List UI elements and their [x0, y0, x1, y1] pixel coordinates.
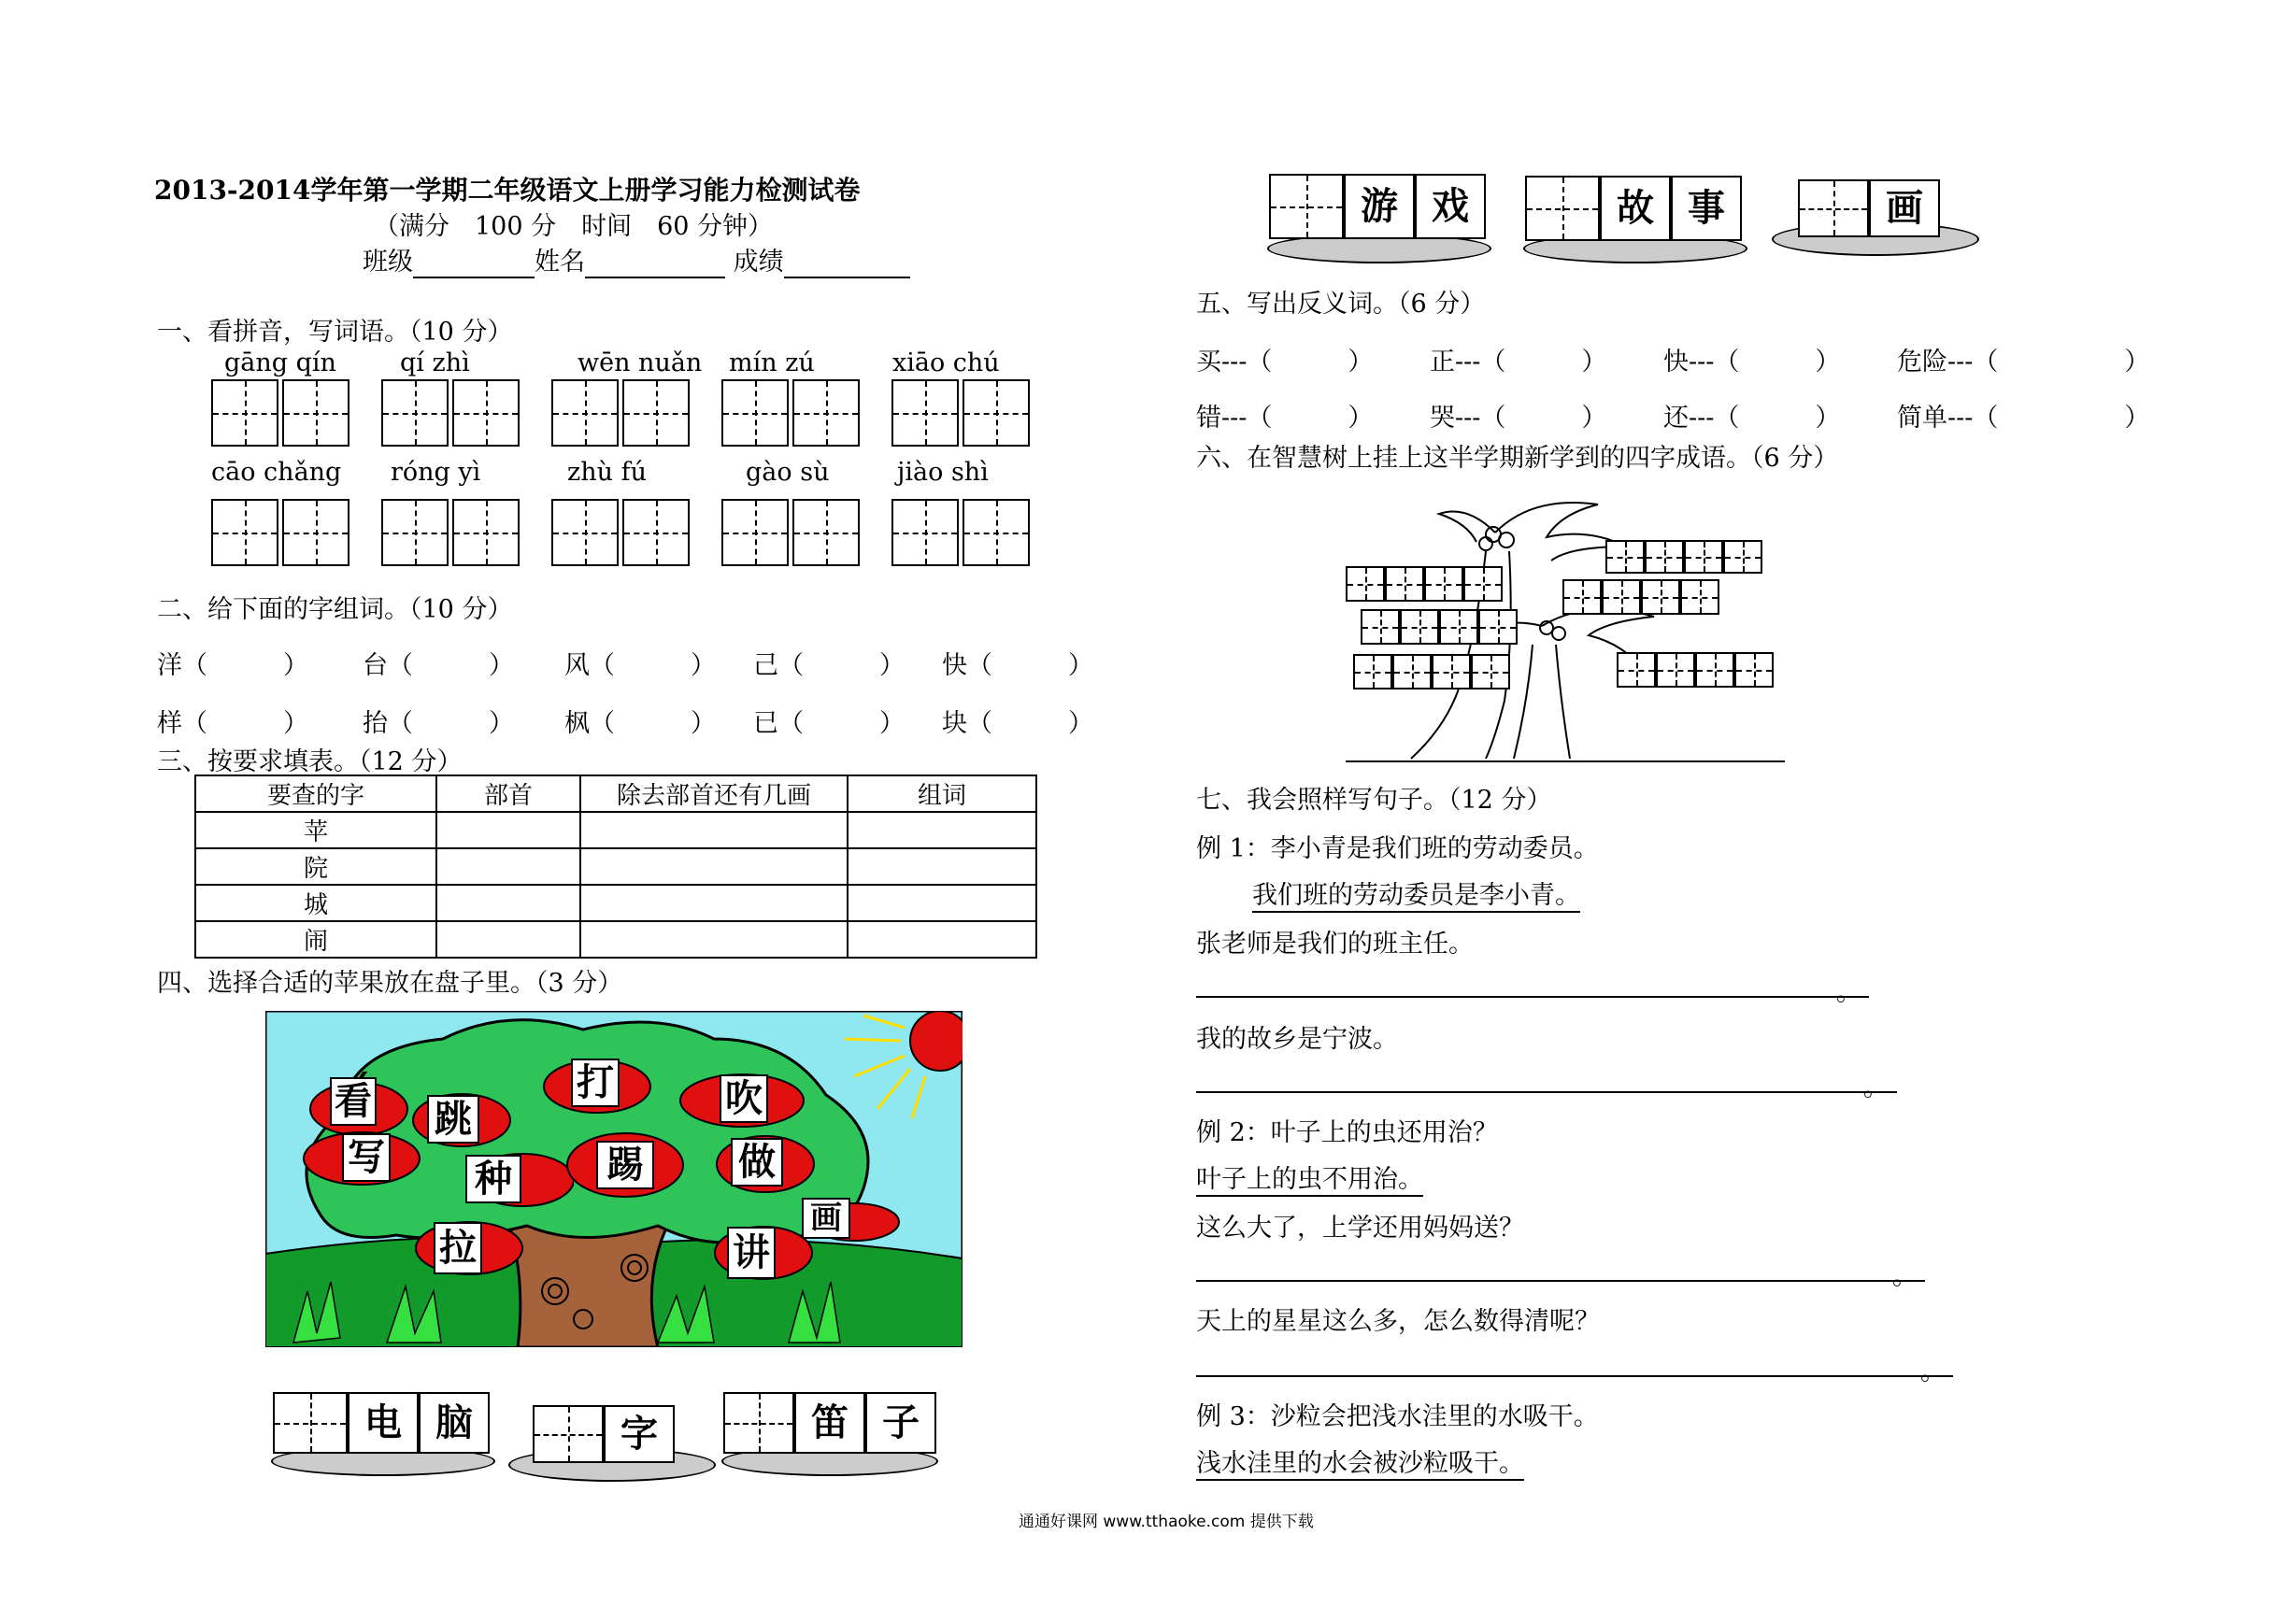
antonym-blank[interactable]: 还---（ ） [1663, 404, 1841, 433]
apple-char: 种 [465, 1155, 521, 1203]
table-row [195, 885, 1036, 921]
score-field[interactable] [784, 248, 910, 278]
tian-cell[interactable] [891, 379, 959, 447]
tian-cell[interactable] [551, 499, 619, 566]
sentence-2: 我的故乡是宁波。 [1196, 1025, 1398, 1054]
answer-line[interactable] [1196, 1091, 1897, 1093]
name-label: 姓名 [535, 248, 585, 277]
word-blank[interactable]: 快（ ） [942, 651, 1093, 680]
example-3-answer: 浅水洼里的水会被沙粒吸干。 [1196, 1443, 1524, 1481]
pinyin: xiāo chú [892, 348, 1000, 377]
idiom-cell[interactable] [1562, 579, 1602, 615]
plate-char: 子 [865, 1392, 936, 1454]
table-cell[interactable] [580, 812, 848, 848]
table-cell[interactable] [436, 848, 580, 885]
score-label: 成绩 [733, 248, 784, 277]
tian-cell[interactable] [381, 499, 449, 566]
student-info [363, 241, 910, 278]
pinyin: qí zhì [400, 348, 470, 377]
q3-title: 三、按要求填表。（12 分） [157, 747, 463, 776]
plate-blank-cell[interactable] [1269, 174, 1344, 239]
word-blank[interactable]: 样（ ） [157, 709, 308, 738]
idiom-cell[interactable] [1353, 654, 1392, 689]
idiom-cell[interactable] [1602, 579, 1641, 615]
table-cell[interactable] [848, 848, 1036, 885]
apples-layer [265, 1011, 963, 1347]
answer-line[interactable] [1196, 1280, 1925, 1282]
apple[interactable] [677, 1069, 807, 1134]
example-1: 例 1：李小青是我们班的劳动委员。 [1196, 834, 1599, 863]
apple[interactable] [564, 1128, 686, 1202]
plate-blank-cell[interactable] [533, 1405, 604, 1463]
answer-line[interactable] [1196, 1375, 1953, 1377]
table-row [195, 921, 1036, 958]
q5-row2 [1196, 397, 2149, 433]
example-1-answer: 我们班的劳动委员是李小青。 [1252, 874, 1580, 913]
answer-line[interactable] [1196, 996, 1869, 998]
sentence-1: 张老师是我们的班主任。 [1196, 930, 1474, 959]
tian-cell[interactable] [963, 499, 1030, 566]
name-field[interactable] [585, 248, 725, 278]
tian-cell[interactable] [622, 379, 690, 447]
plate-char: 戏 [1415, 174, 1486, 239]
word-blank[interactable]: 洋（ ） [157, 651, 308, 680]
antonym-blank[interactable]: 快---（ ） [1663, 348, 1841, 377]
tian-cell[interactable] [792, 499, 860, 566]
antonym-blank[interactable]: 正---（ ） [1430, 348, 1607, 377]
idiom-cell[interactable] [1734, 652, 1774, 688]
period: 。 [1836, 978, 1861, 1007]
word-blank[interactable]: 枫（ ） [564, 709, 716, 738]
table-cell[interactable] [436, 921, 580, 958]
idiom-cell[interactable] [1346, 566, 1385, 602]
idiom-cell[interactable] [1463, 566, 1503, 602]
pinyin: cāo chǎng [211, 458, 342, 487]
idiom-cell[interactable] [1478, 609, 1518, 645]
pinyin: róng yì [391, 458, 481, 487]
tian-cell[interactable] [452, 379, 520, 447]
tian-cell[interactable] [282, 499, 349, 566]
idiom-cell[interactable] [1385, 566, 1424, 602]
plate-blank-cell[interactable] [1525, 176, 1600, 241]
apple[interactable] [410, 1087, 513, 1157]
period: 。 [1863, 1073, 1889, 1102]
period: 。 [1920, 1357, 1946, 1386]
word-blank[interactable]: 块（ ） [942, 709, 1093, 738]
q2-title: 二、给下面的字组词。（10 分） [157, 595, 513, 624]
class-field[interactable] [413, 248, 535, 278]
idiom-cell[interactable] [1471, 654, 1510, 689]
apple-char: 做 [731, 1138, 783, 1187]
apple[interactable] [301, 1128, 422, 1193]
plate-blank-cell[interactable] [723, 1392, 794, 1454]
apple-char: 跳 [427, 1095, 479, 1144]
pinyin: wēn nuǎn [578, 348, 703, 377]
table-row [195, 812, 1036, 848]
idiom-cell[interactable] [1641, 579, 1680, 615]
example-2: 例 2：叶子上的虫还用治？ [1196, 1118, 1498, 1147]
idiom-cell[interactable] [1695, 652, 1734, 688]
idiom-cell[interactable] [1656, 652, 1695, 688]
table-cell[interactable] [848, 921, 1036, 958]
idiom-cell[interactable] [1684, 540, 1723, 574]
plate-char: 故 [1600, 176, 1671, 241]
table-cell: 闹 [195, 921, 436, 958]
table-header: 除去部首还有几画 [580, 775, 848, 812]
q4-title: 四、选择合适的苹果放在盘子里。（3 分） [157, 969, 623, 998]
apple[interactable] [712, 1221, 815, 1286]
word-blank[interactable]: 台（ ） [363, 651, 514, 680]
apple-char: 画 [802, 1198, 850, 1239]
q2-row1 [157, 645, 1093, 681]
antonym-blank[interactable]: 错---（ ） [1196, 404, 1374, 433]
table-row [195, 848, 1036, 885]
idiom-cell[interactable] [1617, 652, 1656, 688]
idiom-cell[interactable] [1723, 540, 1762, 574]
plate-char: 电 [348, 1392, 419, 1454]
example-2-answer: 叶子上的虫不用治。 [1196, 1158, 1423, 1197]
antonym-blank[interactable]: 买---（ ） [1196, 348, 1374, 377]
apple-char: 看 [330, 1077, 377, 1126]
idiom-cell[interactable] [1680, 579, 1719, 615]
apple[interactable] [714, 1130, 817, 1200]
tian-cell[interactable] [721, 379, 789, 447]
apple-char: 踢 [596, 1141, 654, 1189]
table-cell[interactable] [580, 848, 848, 885]
table-cell[interactable] [848, 885, 1036, 921]
plate-char: 画 [1869, 179, 1940, 237]
tian-cell[interactable] [211, 379, 278, 447]
antonym-blank[interactable]: 简单---（ ） [1897, 404, 2150, 433]
word-blank[interactable]: 抬（ ） [363, 709, 514, 738]
table-cell[interactable] [436, 885, 580, 921]
sentence-4: 天上的星星这么多，怎么数得清呢？ [1196, 1307, 1600, 1336]
tian-cell[interactable] [381, 379, 449, 447]
exam-title: 2013-2014学年第一学期二年级语文上册学习能力检测试卷 [154, 175, 861, 206]
apple-char: 写 [342, 1133, 391, 1182]
table-cell[interactable] [848, 812, 1036, 848]
pinyin: zhù fú [567, 458, 647, 487]
radical-table [194, 775, 1037, 959]
sentence-3: 这么大了，上学还用妈妈送？ [1196, 1214, 1524, 1243]
apple-char: 吹 [720, 1074, 768, 1123]
tian-cell[interactable] [891, 499, 959, 566]
tian-cell[interactable] [551, 379, 619, 447]
word-blank[interactable]: 风（ ） [564, 651, 716, 680]
table-cell: 苹 [195, 812, 436, 848]
tian-cell[interactable] [963, 379, 1030, 447]
idiom-cell[interactable] [1439, 609, 1478, 645]
pinyin: gāng qín [224, 348, 336, 377]
exam-subtitle: （满分 100 分 时间 60 分钟） [374, 212, 774, 241]
word-blank[interactable]: 己（ ） [753, 651, 905, 680]
idiom-cell[interactable] [1424, 566, 1463, 602]
apple[interactable] [413, 1216, 525, 1282]
tian-cell[interactable] [792, 379, 860, 447]
footer-credit: 通通好课网 www.tthaoke.com 提供下载 [1019, 1513, 1314, 1531]
q5-title: 五、写出反义词。（6 分） [1196, 290, 1486, 319]
plate-char: 事 [1671, 176, 1742, 241]
apple[interactable] [541, 1053, 653, 1118]
example-3: 例 3：沙粒会把浅水洼里的水吸干。 [1196, 1402, 1599, 1431]
antonym-blank[interactable]: 哭---（ ） [1430, 404, 1607, 433]
table-header: 组词 [848, 775, 1036, 812]
table-cell[interactable] [580, 921, 848, 958]
tian-cell[interactable] [622, 499, 690, 566]
table-cell[interactable] [580, 885, 848, 921]
idiom-cell[interactable] [1432, 654, 1471, 689]
plate-char: 脑 [419, 1392, 490, 1454]
table-cell: 城 [195, 885, 436, 921]
idiom-cell[interactable] [1361, 609, 1400, 645]
pinyin: jiào shì [897, 458, 989, 487]
idiom-cell[interactable] [1605, 540, 1645, 574]
antonym-blank[interactable]: 危险---（ ） [1897, 348, 2150, 377]
tian-cell[interactable] [721, 499, 789, 566]
q7-title: 七、我会照样写句子。（12 分） [1196, 786, 1552, 815]
pinyin: gào sù [746, 458, 830, 487]
tian-cell[interactable] [452, 499, 520, 566]
apple-char: 讲 [727, 1227, 776, 1279]
tian-cell[interactable] [282, 379, 349, 447]
q1-title: 一、看拼音，写词语。（10 分） [157, 318, 513, 347]
plate-blank-cell[interactable] [1798, 179, 1869, 237]
plate-char: 笛 [794, 1392, 865, 1454]
plate-blank-cell[interactable] [273, 1392, 348, 1454]
idiom-cell[interactable] [1645, 540, 1684, 574]
idiom-cell[interactable] [1400, 609, 1439, 645]
table-header: 部首 [436, 775, 580, 812]
q2-row2 [157, 703, 1093, 739]
plate-char: 游 [1344, 174, 1415, 239]
q6-title: 六、在智慧树上挂上这半学期新学到的四字成语。（6 分） [1196, 444, 1839, 473]
table-cell[interactable] [436, 812, 580, 848]
apple[interactable] [452, 1149, 574, 1215]
q5-row1 [1196, 341, 2149, 377]
pinyin: mín zú [729, 348, 815, 377]
table-cell: 院 [195, 848, 436, 885]
class-label: 班级 [363, 248, 413, 277]
apple-char: 打 [571, 1059, 620, 1107]
idiom-cell[interactable] [1392, 654, 1432, 689]
apple-char: 拉 [434, 1222, 482, 1274]
plate-char: 字 [604, 1405, 675, 1463]
period: 。 [1892, 1262, 1918, 1291]
tian-cell[interactable] [211, 499, 278, 566]
table-header: 要查的字 [195, 775, 436, 812]
word-blank[interactable]: 已（ ） [753, 709, 905, 738]
